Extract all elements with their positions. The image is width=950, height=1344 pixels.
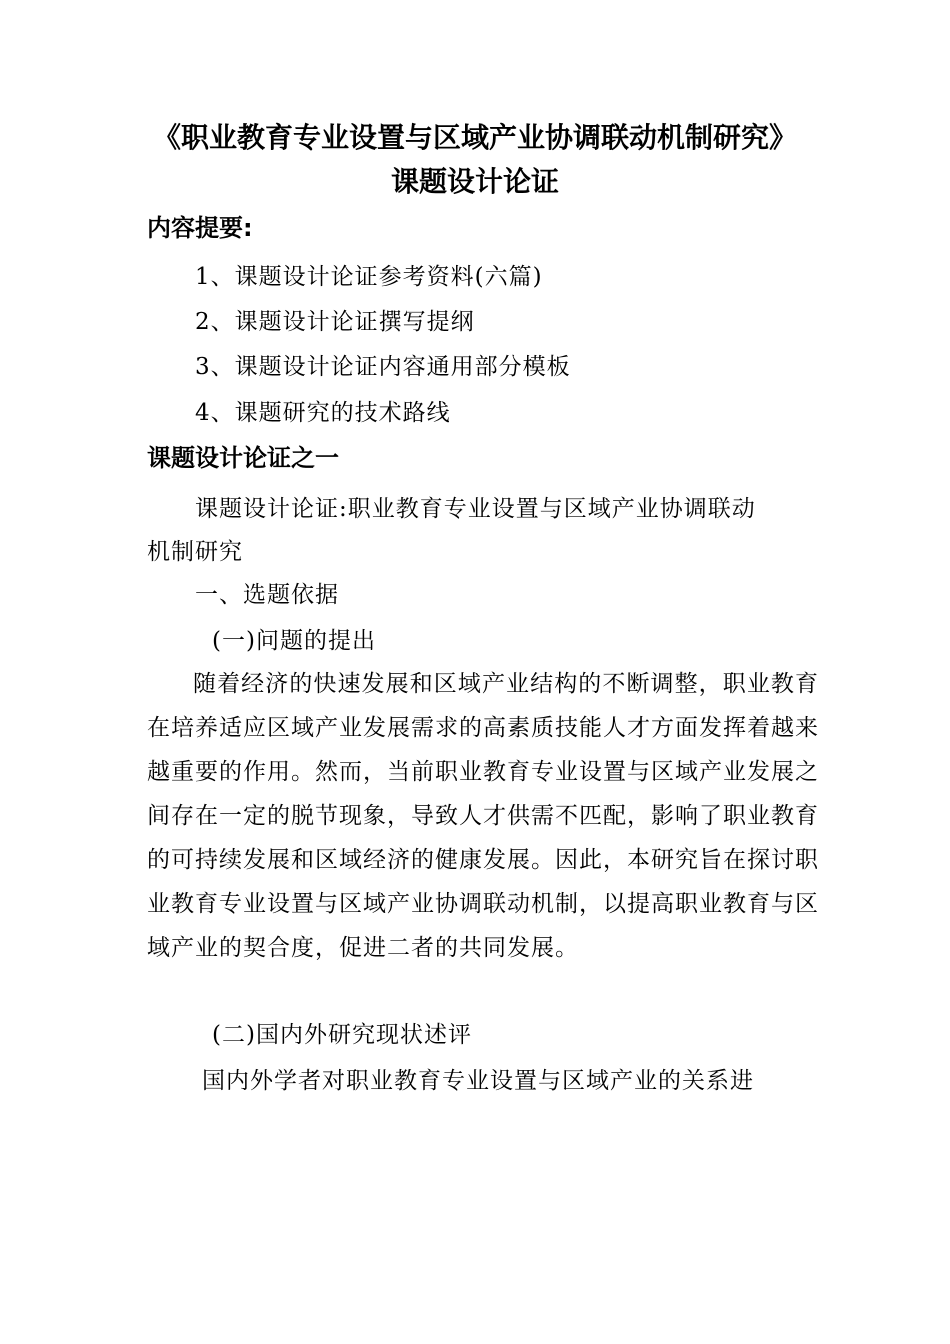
document-title-line1: 《职业教育专业设置与区域产业协调联动机制研究》 [152,121,797,154]
subheading-research-status: (二)国内外研究现状述评 [212,1022,472,1048]
intro-line-2: 机制研究 [147,539,243,565]
summary-item-4: 4、课题研究的技术路线 [195,400,451,426]
subheading-problem: (一)问题的提出 [212,628,376,654]
document-title-line2: 课题设计论证 [390,165,559,198]
paragraph-research-status-start: 国内外学者对职业教育专业设置与区域产业的关系进 [202,1068,754,1094]
summary-heading: 内容提要: [147,214,253,242]
summary-item-2: 2、课题设计论证撰写提纲 [195,309,475,335]
paragraph-problem: 随着经济的快速发展和区域产业结构的不断调整，职业教育在培养适应区域产业发展需求的高素质技能人才方面发挥着越来越重要的作用。然而，当前职业教育专业设置与区域产业发展之间存在一定的脱节现象，导致人才供需不匹配，影响了职业教育的可持续发展和区域经济的健康发展。因此，本研究旨在探讨职业教育专业设置与区域产业协调联动机制，以提高职业教育与区域产业的契合度，促进二者的共同发展。 [147,671,819,961]
intro-line-1: 课题设计论证:职业教育专业设置与区域产业协调联动 [195,496,756,522]
summary-item-1: 1、课题设计论证参考资料(六篇) [195,264,543,290]
section-heading: 课题设计论证之一 [147,444,339,472]
summary-item-3: 3、课题设计论证内容通用部分模板 [195,354,571,380]
subheading-topic-basis: 一、选题依据 [195,582,339,608]
